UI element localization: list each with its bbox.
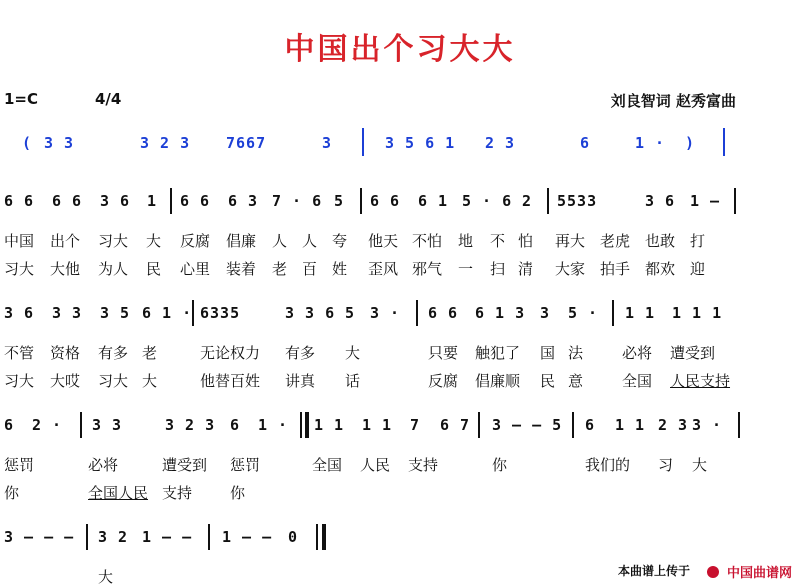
lyric: 倡廉	[226, 232, 257, 250]
note: 7 · 6	[272, 192, 323, 210]
note: 1	[147, 192, 158, 210]
barline	[547, 188, 549, 214]
intro-note: 2 3	[485, 134, 516, 152]
note: 6	[585, 416, 596, 434]
note: 0	[288, 528, 299, 546]
note: 2	[522, 192, 533, 210]
lyric: 有多	[98, 344, 129, 362]
note: 6 1 ·	[142, 304, 193, 322]
note: 6 6	[52, 192, 83, 210]
note: 3 6	[645, 192, 676, 210]
intro-note: 3 2 3	[140, 134, 191, 152]
lyric: 不	[490, 232, 506, 250]
lyric: 国	[540, 344, 556, 362]
lyric: 习大	[98, 372, 129, 390]
lyric: 不管	[4, 344, 35, 362]
note: 3 6	[100, 192, 131, 210]
lyric: 民	[540, 372, 556, 390]
note: 6 1 3	[475, 304, 526, 322]
note: 7	[410, 416, 421, 434]
lyric: 老虎	[600, 232, 631, 250]
note: 1 1 1	[672, 304, 723, 322]
lyric: 话	[345, 372, 361, 390]
barline	[416, 300, 418, 326]
lyric: 你	[492, 456, 508, 474]
note: 3	[540, 304, 551, 322]
note: 6 6	[428, 304, 459, 322]
note: 3 ·	[370, 304, 401, 322]
lyric: 讲真	[285, 372, 316, 390]
lyric: 惩罚	[4, 456, 35, 474]
lyric: 也敢	[645, 232, 676, 250]
lyric: 心里	[180, 260, 211, 278]
lyric: 他天	[368, 232, 399, 250]
note: 6 7	[440, 416, 471, 434]
barline	[478, 412, 480, 438]
lyric: 夸	[332, 232, 348, 250]
note: 3 3	[92, 416, 123, 434]
lyric: 惩罚	[230, 456, 261, 474]
note: 6 1	[418, 192, 449, 210]
note: 1 1	[615, 416, 646, 434]
note: 3 5	[100, 304, 131, 322]
intro-note: 6	[580, 134, 591, 152]
note: 5	[345, 304, 356, 322]
lyric: 人	[272, 232, 288, 250]
note: 1 — —	[142, 528, 193, 546]
barline	[170, 188, 172, 214]
lyric: 清	[518, 260, 534, 278]
lyric: 法	[568, 344, 584, 362]
score-title: 中国出个习大大	[284, 32, 516, 67]
note: 1 —	[690, 192, 721, 210]
lyric: 遭受到	[162, 456, 208, 474]
note: 1 ·	[258, 416, 289, 434]
lyric: 大他	[50, 260, 81, 278]
lyric: 全国	[312, 456, 343, 474]
barline	[192, 300, 194, 326]
lyric: 民	[146, 260, 162, 278]
lyric: 你	[230, 484, 246, 502]
lyric: 大哎	[50, 372, 81, 390]
intro-open-paren: (	[22, 134, 33, 152]
intro-row	[0, 134, 800, 156]
lyric: 不怕	[412, 232, 443, 250]
final-barline	[316, 524, 318, 550]
lyric: 歪风	[368, 260, 399, 278]
lyric: 中国	[4, 232, 35, 250]
intro-note: 3 3	[44, 134, 75, 152]
lyric: 大	[98, 568, 114, 586]
lyric: 出个	[50, 232, 81, 250]
lyric: 人	[302, 232, 318, 250]
barline	[80, 412, 82, 438]
lyric: 大	[345, 344, 361, 362]
lyric: 习	[658, 456, 674, 474]
lyric: 反腐	[180, 232, 211, 250]
notation-row-3	[0, 416, 800, 438]
notation-row-1	[0, 192, 800, 214]
intro-note: 1 ·	[635, 134, 666, 152]
note: 3 2	[98, 528, 129, 546]
intro-note: 3	[322, 134, 333, 152]
barline	[86, 524, 88, 550]
final-barline-thick	[322, 524, 326, 550]
lyric: 迎	[690, 260, 706, 278]
lyric: 习大	[4, 372, 35, 390]
barline	[612, 300, 614, 326]
lyric: 大	[146, 232, 162, 250]
lyric: 一	[458, 260, 474, 278]
upload-note: 本曲谱上传于	[617, 564, 690, 578]
lyric: 为人	[98, 260, 129, 278]
site-name: 中国曲谱网	[726, 566, 792, 581]
note: 3 — — 5	[492, 416, 563, 434]
lyric: 倡廉顺	[475, 372, 521, 390]
note: 6335	[200, 304, 241, 322]
lyric: 支持	[162, 484, 193, 502]
lyric: 再大	[555, 232, 586, 250]
lyric: 邪气	[412, 260, 443, 278]
note: 3 6	[4, 304, 35, 322]
lyric: 大家	[555, 260, 586, 278]
barline	[208, 524, 210, 550]
lyric: 反腐	[428, 372, 459, 390]
lyric: 遭受到	[670, 344, 716, 362]
barline	[723, 128, 725, 156]
note: 3 3	[52, 304, 83, 322]
lyric: 姓	[332, 260, 348, 278]
lyric: 拍手	[600, 260, 631, 278]
lyric: 大	[142, 372, 158, 390]
intro-note: 3 5 6 1	[385, 134, 456, 152]
lyric: 打	[690, 232, 706, 250]
lyric: 无论权力	[200, 344, 261, 362]
lyric: 老	[272, 260, 288, 278]
note: 2 3	[658, 416, 689, 434]
lyric: 必将	[622, 344, 653, 362]
note: 1 1	[362, 416, 393, 434]
notation-row-4	[0, 528, 800, 550]
barline	[362, 128, 364, 156]
note: 5	[334, 192, 345, 210]
lyric: 支持	[408, 456, 439, 474]
note: 6	[4, 416, 15, 434]
barline	[734, 188, 736, 214]
intro-close-paren: )	[685, 134, 696, 152]
lyric: 老	[142, 344, 158, 362]
note: 6 6	[4, 192, 35, 210]
lyric: 他替百姓	[200, 372, 261, 390]
note: 6 6	[180, 192, 211, 210]
lyric: 习大	[98, 232, 129, 250]
lyric: 有多	[285, 344, 316, 362]
lyric: 都欢	[645, 260, 676, 278]
site-logo[interactable]	[707, 562, 792, 581]
lyric: 我们的	[585, 456, 631, 474]
lyric: 全国人民	[88, 484, 149, 502]
note: 3 2 3	[165, 416, 216, 434]
notation-row-2	[0, 304, 800, 326]
site-logo-icon	[707, 566, 719, 578]
note: 1 1	[625, 304, 656, 322]
lyric: 资格	[50, 344, 81, 362]
lyric: 百	[302, 260, 318, 278]
lyric: 只要	[428, 344, 459, 362]
key-signature: 1=C	[4, 90, 39, 108]
barline	[738, 412, 740, 438]
lyric: 人民	[360, 456, 391, 474]
lyric: 意	[568, 372, 584, 390]
note: 3 3 6	[285, 304, 336, 322]
lyric: 怕	[518, 232, 534, 250]
repeat-barline	[300, 412, 302, 438]
time-signature: 4/4	[95, 90, 122, 108]
lyric: 习大	[4, 260, 35, 278]
note: 2 ·	[32, 416, 63, 434]
barline	[572, 412, 574, 438]
note: 6 3	[228, 192, 259, 210]
lyric: 扫	[490, 260, 506, 278]
lyric: 装着	[226, 260, 257, 278]
lyric: 你	[4, 484, 20, 502]
lyric: 人民支持	[670, 372, 731, 390]
lyric: 触犯了	[475, 344, 521, 362]
note: 5533	[557, 192, 598, 210]
note: 5 · 6	[462, 192, 513, 210]
note: 3 — — —	[4, 528, 75, 546]
note: 6	[230, 416, 241, 434]
repeat-barline-thick	[305, 412, 309, 438]
note: 1 1	[314, 416, 345, 434]
note: 5 ·	[568, 304, 599, 322]
lyric: 必将	[88, 456, 119, 474]
note: 3 ·	[692, 416, 723, 434]
credits: 刘良智词 赵秀富曲	[610, 92, 736, 110]
lyric: 大	[692, 456, 708, 474]
barline	[360, 188, 362, 214]
intro-note: 7667	[226, 134, 267, 152]
note: 1 — —	[222, 528, 273, 546]
lyric: 全国	[622, 372, 653, 390]
lyric: 地	[458, 232, 474, 250]
note: 6 6	[370, 192, 401, 210]
